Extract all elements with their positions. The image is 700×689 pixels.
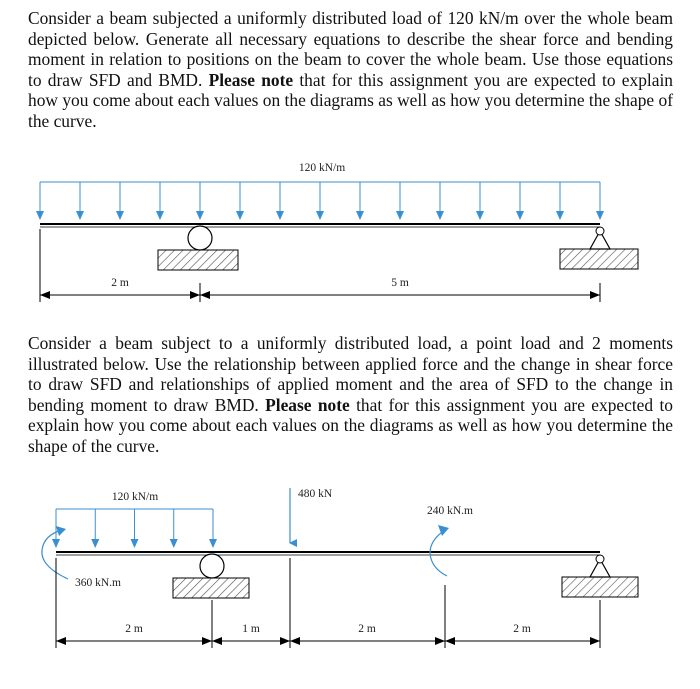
fig2-dim-1: 2 m <box>125 623 143 635</box>
udl-arrow-head <box>209 539 217 548</box>
fig2-dim-4: 2 m <box>513 623 531 635</box>
fig2-dim-2: 1 m <box>242 623 260 635</box>
fig2-dimensions <box>56 558 600 648</box>
udl-arrow-head <box>276 211 284 220</box>
udl-arrow-head <box>91 539 99 548</box>
fig1-dimensions <box>40 229 600 302</box>
figure-1 <box>36 162 638 302</box>
udl-arrow-head <box>156 211 164 220</box>
problem-2-note-label: Please note <box>265 394 350 415</box>
fig1-pin-support <box>560 227 638 269</box>
fig2-dim-3: 2 m <box>358 623 376 635</box>
problem-1-text-a: Consider a beam subjected a uniformly distributed load of 120 kN/m over the whole beam depicted below. Generate all necessary equations to describe the shear force and bending moment in relation to positions on the beam to cover the whole beam. Use those equations to draw SFD and BMD. <box>28 8 673 90</box>
fig2-moment-right-label: 240 kN.m <box>427 505 473 517</box>
udl-arrow-head <box>76 211 84 220</box>
fig1-roller-support <box>158 226 238 270</box>
problem-1-note-label: Please note <box>208 69 294 90</box>
udl-arrow-head <box>170 539 178 548</box>
udl-arrow-head <box>356 211 364 220</box>
fig2-point-load-label: 480 kN <box>298 488 333 500</box>
udl-arrow-head <box>436 211 444 220</box>
udl-arrow-head <box>596 211 604 220</box>
fig2-udl-arrows <box>52 509 217 548</box>
udl-arrow-head <box>316 211 324 220</box>
udl-arrow-head <box>36 211 44 220</box>
problem-2-text-b: that for this assignment you are expected to explain how you come about each values on the diagrams as well as how you determine the shape of the curve. <box>28 394 673 456</box>
udl-arrow-head <box>516 211 524 220</box>
fig2-moment-left-label: 360 kN.m <box>75 577 121 589</box>
fig2-pin-support <box>562 555 638 597</box>
udl-arrow-head <box>116 211 124 220</box>
udl-arrow-head <box>476 211 484 220</box>
fig1-udl-arrows <box>36 182 604 220</box>
fig1-udl-label: 120 kN/m <box>298 162 346 174</box>
udl-arrow-head <box>236 211 244 220</box>
figure-2 <box>42 488 638 648</box>
problem-2-text-a: Consider a beam subject to a uniformly distributed load, a point load and 2 moments illustrated below. Use the relationship between applied force and the change in shear force to draw SFD and relationships of applied moment and the area of SFD to the change in bending moment to draw BMD. <box>28 333 673 415</box>
udl-arrow-head <box>556 211 564 220</box>
fig2-roller-support <box>173 554 249 598</box>
problem-1-text-b: that for this assignment you are expected to explain how you come about each values on the diagrams as well as how you determine the shape of the curve. <box>28 69 673 131</box>
udl-arrow-head <box>196 211 204 220</box>
fig2-udl-label: 120 kN/m <box>111 491 159 503</box>
udl-arrow-head <box>131 539 139 548</box>
udl-arrow-head <box>52 539 60 548</box>
udl-arrow-head <box>396 211 404 220</box>
fig2-moment-right-icon <box>430 525 449 576</box>
fig1-dim-right: 5 m <box>391 277 409 289</box>
fig1-dim-left: 2 m <box>111 277 129 289</box>
